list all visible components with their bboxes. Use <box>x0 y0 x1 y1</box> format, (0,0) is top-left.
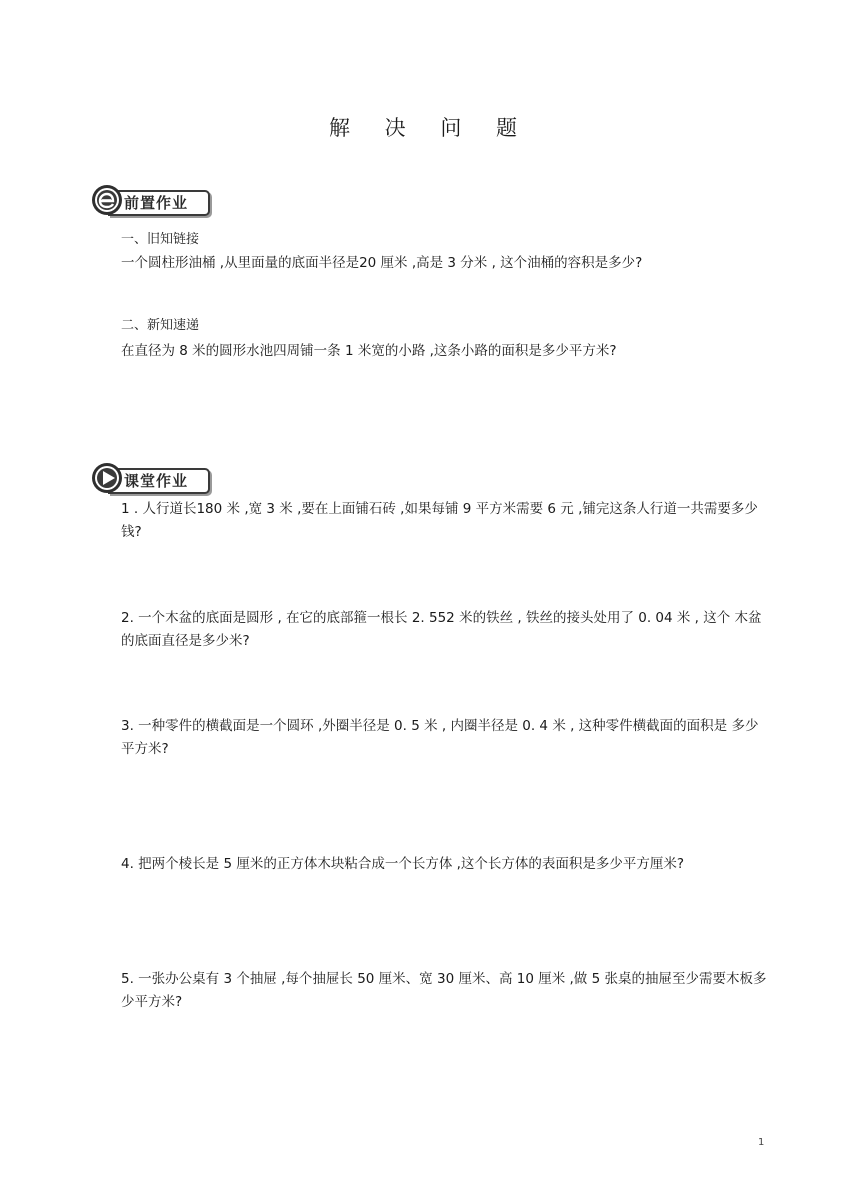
question-2: 2. 一个木盆的底面是圆形 , 在它的底部箍一根长 2. 552 米的铁丝 , 铁丝的接头处用了 0. 04 米 , 这个 木盆的底面直径是多少米? <box>121 610 762 649</box>
page-number: 1 <box>758 1137 765 1148</box>
e-logo-icon <box>90 182 126 218</box>
banner-label: 前置作业 <box>124 194 189 212</box>
section1-heading-1: 一、旧知链接 <box>121 232 200 247</box>
question-3: 3. 一种零件的横截面是一个圆环 ,外圈半径是 0. 5 米 , 内圈半径是 0. 4 米 , 这种零件横截面的面积是 多少平方米? <box>121 718 759 757</box>
section-banner-classwork <box>90 460 212 496</box>
play-arrow-icon <box>90 460 126 496</box>
section1-heading-2: 二、新知速递 <box>121 318 200 333</box>
section1-text-1: 一个圆柱形油桶 ,从里面量的底面半径是20 厘米 ,高是 3 分米 , 这个油桶的容积是多少? <box>121 255 643 271</box>
question-4: 4. 把两个棱长是 5 厘米的正方体木块粘合成一个长方体 ,这个长方体的表面积是多少平方厘米? <box>121 856 685 872</box>
section1-text-2: 在直径为 8 米的圆形水池四周铺一条 1 米宽的小路 ,这条小路的面积是多少平方米? <box>121 343 617 359</box>
question-1: 1 . 人行道长180 米 ,宽 3 米 ,要在上面铺石砖 ,如果每铺 9 平方米需要 6 元 ,铺完这条人行道一共需要多少钱? <box>121 501 758 540</box>
banner-label: 课堂作业 <box>124 472 189 490</box>
question-5: 5. 一张办公桌有 3 个抽屉 ,每个抽屉长 50 厘米、宽 30 厘米、高 10 厘米 ,做 5 张桌的抽屉至少需要木板多少平方米? <box>121 971 767 1010</box>
page-title: 解 决 问 题 <box>328 116 532 140</box>
section-banner-preview <box>90 182 212 218</box>
